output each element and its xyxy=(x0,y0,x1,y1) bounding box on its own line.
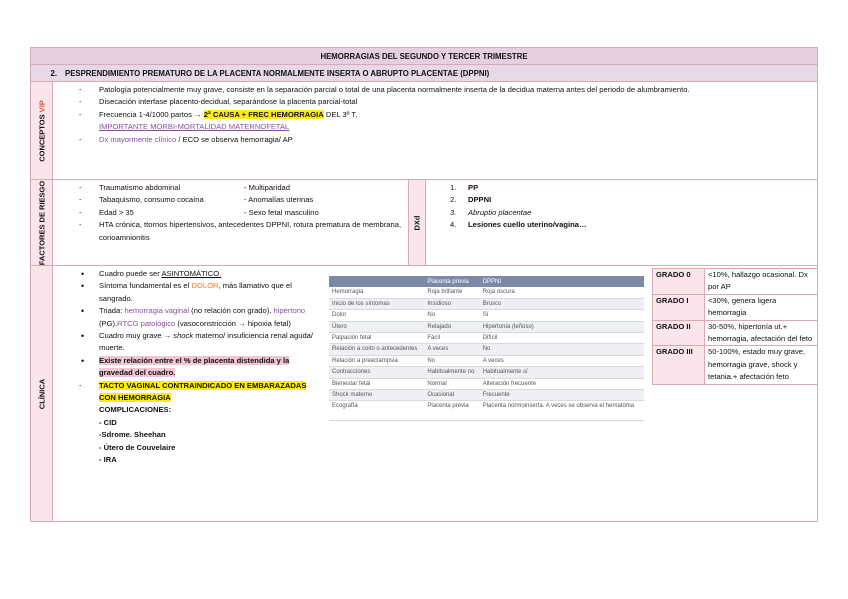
clinica-dash-list xyxy=(53,380,325,405)
clinica-content xyxy=(53,266,329,521)
list-item xyxy=(79,330,325,355)
dxd-list xyxy=(426,180,817,232)
factores-content xyxy=(53,180,408,265)
conceptos-label-text: CONCEPTOS xyxy=(37,113,46,162)
grades-table xyxy=(652,268,818,385)
table-cell: Hipertonía (leñoso) xyxy=(480,321,644,332)
table-cell: Roja oscura xyxy=(480,287,644,298)
dxd-number: 2. xyxy=(450,195,457,205)
table-cell: Alteración frecuente xyxy=(480,378,644,389)
dxd-content xyxy=(426,180,817,265)
comparison-table-wrap xyxy=(329,266,644,521)
clinica-text: (PG), xyxy=(99,318,118,328)
table-cell: Habitualmente no xyxy=(424,367,479,378)
table-cell: Sí xyxy=(480,310,644,321)
concept-del-3t: DEL 3º T, xyxy=(323,109,358,119)
concept-disecacion: Disecación interfase placento-decidual, separándose la placenta parcial-total xyxy=(99,97,358,107)
list-item xyxy=(79,207,404,219)
column-header: DPPNI xyxy=(480,276,644,287)
complication-item: - IRA xyxy=(99,455,117,465)
factor-item: - Sexo fetal masculino xyxy=(244,207,319,217)
table-row xyxy=(329,310,644,321)
table-cell: Contracciones xyxy=(329,367,424,378)
grade-label: GRADO III xyxy=(653,346,705,384)
table-row xyxy=(329,344,644,355)
list-item xyxy=(79,109,813,134)
list-item xyxy=(79,182,404,194)
grades-wrap xyxy=(644,266,818,521)
vip-label: VIP xyxy=(37,99,46,112)
summary-sheet xyxy=(30,47,818,522)
grade-description: <30%, genera ligera hemorragia xyxy=(705,294,818,320)
table-cell: Shock materno xyxy=(329,390,424,401)
table-cell: Inicio de los síntomas xyxy=(329,298,424,309)
section-title: PESPRENDIMIENTO PREMATURO DE LA PLACENTA NORMALMENTE INSERTA O ABRUPTO PLACENTAE (DPPNI) xyxy=(65,68,490,78)
clinica-row xyxy=(30,266,818,522)
table-cell: Relación a coito o antecedentes xyxy=(329,344,424,355)
clinica-relacion: Existe relación entre el % de placenta distendida y la gravedad del cuadro. xyxy=(99,355,290,378)
list-item xyxy=(450,194,817,206)
page-title: HEMORRAGIAS DEL SEGUNDO Y TERCER TRIMESTRE xyxy=(320,51,528,61)
list-item xyxy=(79,280,325,305)
dxd-number: 3. xyxy=(450,207,457,217)
table-row xyxy=(329,333,644,344)
table-cell: Placenta normoinserta. A veces se observa el hematoma xyxy=(480,401,644,421)
clinica-text: materno/ insuficiencia renal aguda/ muerte. xyxy=(99,331,314,353)
table-row xyxy=(329,390,644,401)
clinica-tacto-vaginal: TACTO VAGINAL CONTRAINDICADO EN EMBARAZADAS CON HEMORRAGIA xyxy=(99,380,307,403)
comparison-table xyxy=(329,276,644,421)
table-cell: Placenta previa xyxy=(424,401,479,421)
table-row xyxy=(653,320,818,346)
table-cell: Palpación fetal xyxy=(329,333,424,344)
highlight-segunda-causa: 2ª CAUSA + FREC HEMORRAGIA xyxy=(203,109,324,119)
list-item xyxy=(450,207,817,219)
dxd-item: PP xyxy=(468,183,479,192)
grade-description: <10%, hallazgo ocasional. Dx por AP xyxy=(705,269,818,295)
clinica-list xyxy=(53,268,325,380)
clinica-text: , más llamativo que el sangrado. xyxy=(99,281,292,303)
list-item xyxy=(450,182,817,194)
table-cell: Ecografía xyxy=(329,401,424,421)
clinica-asintomatico: ASINTOMÁTICO. xyxy=(161,269,222,278)
clinica-text: Triada: xyxy=(99,306,125,316)
factor-item: - Tabaquismo, consumo cocaína xyxy=(99,195,204,205)
table-row xyxy=(329,321,644,332)
list-item xyxy=(79,134,813,146)
complications xyxy=(53,404,325,466)
factor-item: - Multiparidad xyxy=(244,183,291,192)
list-item xyxy=(79,219,404,244)
factores-list xyxy=(53,182,404,244)
clinica-text: (no relación con grado), xyxy=(189,306,274,316)
factores-row xyxy=(30,180,818,266)
dxd-item: DPPNI xyxy=(468,195,492,205)
table-cell: Relación a preeclampsia xyxy=(329,355,424,366)
table-row xyxy=(329,367,644,378)
list-item xyxy=(450,219,817,231)
clinica-text: (vasoconstricción → hipoxia fetal) xyxy=(175,318,291,328)
table-cell: Insidioso xyxy=(424,298,479,309)
grade-description: 30-50%, hipertonía ut.+ hemorragia, afectación del feto xyxy=(705,320,818,346)
factor-item: - Traumatismo abdominal xyxy=(99,183,181,192)
clinica-hipertono: hipertono xyxy=(273,306,306,316)
grade-label: GRADO II xyxy=(653,320,705,346)
table-cell: No xyxy=(480,344,644,355)
complications-title: COMPLICACIONES: xyxy=(99,405,172,415)
conceptos-row xyxy=(30,82,818,180)
clinica-hemorragia: hemorragia vaginal xyxy=(124,306,190,316)
conceptos-content xyxy=(53,82,817,179)
table-cell: Difícil xyxy=(480,333,644,344)
list-item xyxy=(79,84,813,96)
complication-item: - Útero de Couvelaire xyxy=(99,442,176,452)
table-row xyxy=(653,294,818,320)
clinica-dolor: DOLOR xyxy=(191,281,219,291)
list-item xyxy=(79,355,325,380)
table-row xyxy=(329,378,644,389)
list-item xyxy=(79,194,404,206)
clinica-text: Cuadro puede ser xyxy=(99,269,162,278)
table-row xyxy=(329,401,644,421)
column-header xyxy=(329,276,424,287)
list-item xyxy=(79,305,325,330)
table-row xyxy=(329,355,644,366)
section-header xyxy=(30,65,818,82)
table-row xyxy=(329,287,644,298)
page-title-row xyxy=(30,47,818,65)
table-header-row xyxy=(329,276,644,287)
table-cell: A veces xyxy=(480,355,644,366)
dxd-label: DXd xyxy=(412,215,422,230)
factores-label: FACTORES DE RIESGO xyxy=(37,180,46,265)
clinica-rtcg: RTCG patológico xyxy=(117,318,176,328)
concept-eco: / ECO se observa hemorragia/ AP xyxy=(176,134,293,144)
table-cell: Fácil xyxy=(424,333,479,344)
clinica-label-cell xyxy=(31,266,53,521)
table-cell: Dolor xyxy=(329,310,424,321)
grade-label: GRADO 0 xyxy=(653,269,705,295)
table-cell: Roja brillante xyxy=(424,287,479,298)
list-item xyxy=(79,268,325,280)
table-cell: Frecuente xyxy=(480,390,644,401)
table-cell: Relajado xyxy=(424,321,479,332)
dxd-item: Abruptio placentae xyxy=(468,207,532,217)
clinica-shock: shock xyxy=(173,331,194,341)
concept-morbimortalidad: IMPORTANTE MORBI-MORTALIDAD MATERNOFETAL xyxy=(99,122,290,132)
conceptos-label-cell xyxy=(31,82,53,179)
section-number: 2. xyxy=(50,68,57,78)
list-item xyxy=(79,380,325,405)
table-cell: Hemorragia xyxy=(329,287,424,298)
dxd-item: Lesiones cuello uterino/vagina… xyxy=(468,220,587,230)
factor-item: HTA crónica, ttornos hipertensivos, antecedentes DPPNI, rotura prematura de membrana, corioamnionitis xyxy=(99,220,402,242)
table-cell: Ocasional xyxy=(424,390,479,401)
grade-description: 50-100%, estado muy grave, hemorragia grave, shock y tetania.+ afectación feto xyxy=(705,346,818,384)
table-cell: Útero xyxy=(329,321,424,332)
concept-definition: Patología potencialmente muy grave, consiste en la separación parcial o total de una placenta normalmente inserta de la decidua materna antes del periodo de alumbramiento. xyxy=(99,85,690,94)
table-cell: Brusco xyxy=(480,298,644,309)
concept-frecuencia: Frecuencia 1-4/1000 partos → xyxy=(99,109,204,119)
table-row xyxy=(653,269,818,295)
complication-item: - CID xyxy=(99,417,117,427)
list-item xyxy=(79,96,813,108)
table-cell: Habitualmente sí xyxy=(480,367,644,378)
table-cell: No xyxy=(424,310,479,321)
complication-item: -Sdrome. Sheehan xyxy=(99,430,166,440)
grade-label: GRADO I xyxy=(653,294,705,320)
factor-item: - Anomalías uterinas xyxy=(244,195,314,205)
factor-item: - Edad > 35 xyxy=(99,207,134,217)
factores-label-cell xyxy=(31,180,53,265)
clinica-label: CLÍNICA xyxy=(37,378,46,409)
table-cell: Bienestar fetal xyxy=(329,378,424,389)
table-cell: Normal xyxy=(424,378,479,389)
column-header: Placenta previa xyxy=(424,276,479,287)
conceptos-label xyxy=(37,100,46,162)
conceptos-list xyxy=(53,84,813,146)
dxd-number: 1. xyxy=(450,183,457,192)
clinica-text: Cuadro muy grave → xyxy=(99,331,174,341)
dxd-label-cell xyxy=(408,180,426,265)
dxd-number: 4. xyxy=(450,220,457,230)
clinica-text: Síntoma fundamental es el xyxy=(99,281,192,291)
table-cell: A veces xyxy=(424,344,479,355)
concept-dx-clinico: Dx mayormente clínico xyxy=(99,134,177,144)
table-cell: No xyxy=(424,355,479,366)
table-row xyxy=(329,298,644,309)
table-row xyxy=(653,346,818,384)
